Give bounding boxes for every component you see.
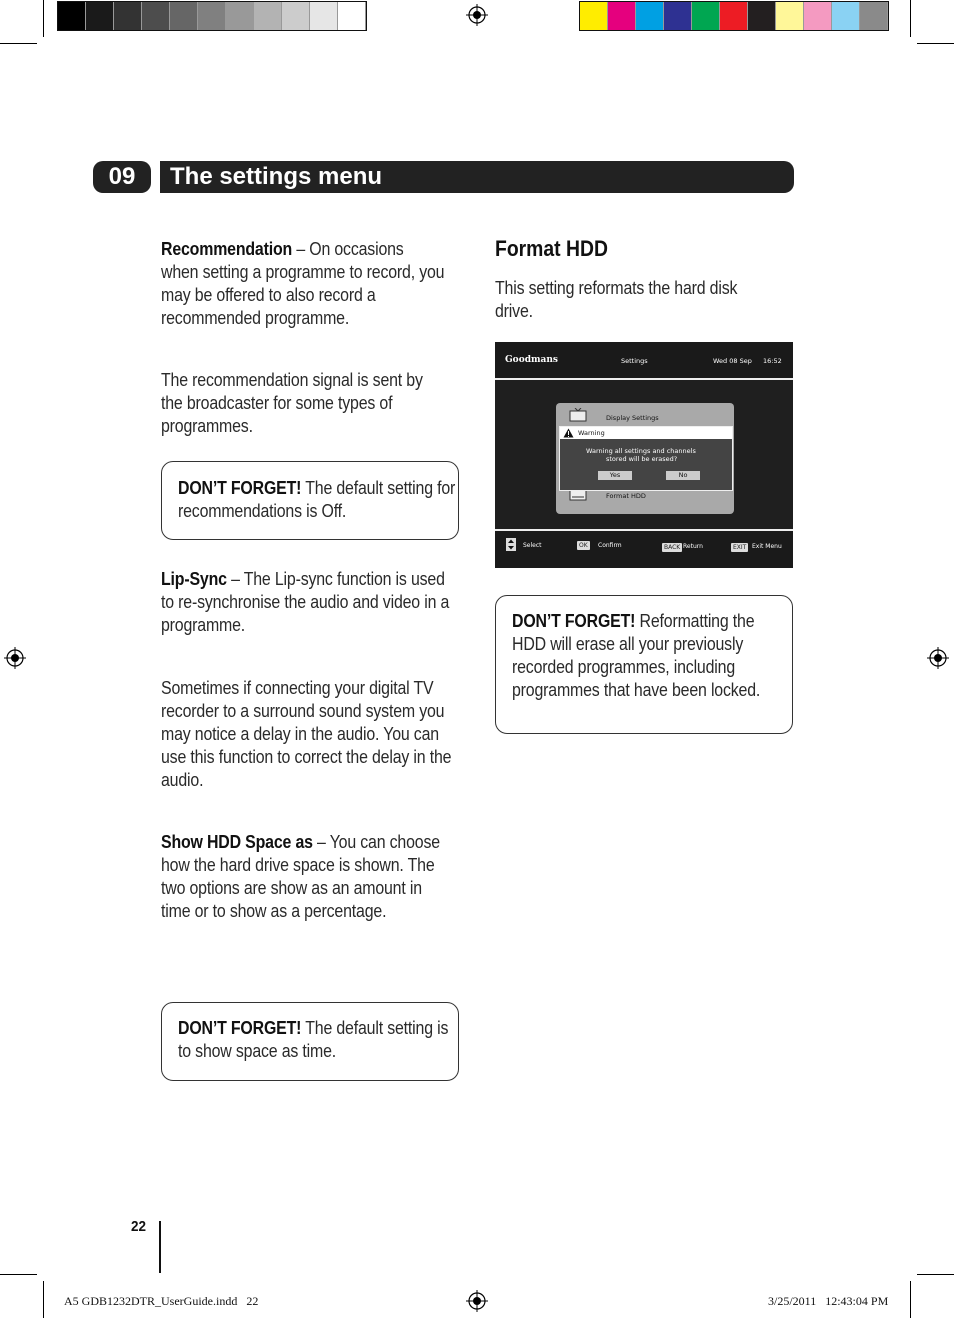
colour-swatch bbox=[832, 2, 860, 30]
tip-body: The default setting is to show space as time. bbox=[178, 1017, 449, 1061]
hdd-space-term: Show HDD Space as bbox=[161, 831, 313, 852]
crop-mark bbox=[917, 43, 954, 44]
grey-swatch bbox=[142, 2, 170, 30]
crop-mark bbox=[0, 1274, 37, 1275]
colour-swatch bbox=[720, 2, 748, 30]
lipsync-paragraph bbox=[161, 567, 453, 636]
grey-swatch bbox=[170, 2, 198, 30]
registration-mark-icon bbox=[4, 647, 26, 669]
menu-item-display-settings[interactable]: Display Settings bbox=[606, 414, 659, 422]
up-down-arrows-icon bbox=[506, 538, 516, 551]
tip-text bbox=[178, 1016, 453, 1062]
format-hdd-paragraph: This setting reformats the hard disk drive. bbox=[495, 277, 738, 321]
dont-forget-box-format-hdd bbox=[495, 595, 793, 734]
recommendation-paragraph bbox=[161, 237, 445, 329]
chapter-number: 09 bbox=[93, 161, 151, 193]
ok-key: OK bbox=[579, 542, 588, 549]
recommendation-term: Recommendation bbox=[161, 238, 293, 259]
no-button[interactable]: No bbox=[666, 471, 700, 480]
colour-swatch bbox=[636, 2, 664, 30]
help-return: Return bbox=[683, 543, 703, 550]
warning-title: Warning bbox=[578, 429, 605, 437]
grey-swatch bbox=[58, 2, 86, 30]
screen-time: 16:52 bbox=[763, 357, 782, 365]
colour-swatch bbox=[608, 2, 636, 30]
tip-text bbox=[512, 609, 787, 701]
recommendation-text: – On occasions when setting a programme to record, you may be offered to also record a recommended programme. bbox=[161, 238, 445, 328]
crop-mark bbox=[910, 0, 911, 37]
grey-swatch bbox=[86, 2, 114, 30]
warning-icon bbox=[563, 428, 574, 438]
recommendation-signal-paragraph: The recommendation signal is sent by the broadcaster for some types of programmes. bbox=[161, 369, 423, 436]
colour-swatch bbox=[748, 2, 776, 30]
lipsync-detail-paragraph: Sometimes if connecting your digital TV recorder to a surround sound system you may notice a delay in the audio. You can use this function to correct the delay in the audio. bbox=[161, 677, 452, 790]
crop-mark bbox=[917, 1274, 954, 1275]
hdd-space-paragraph bbox=[161, 830, 453, 922]
crop-mark bbox=[910, 1281, 911, 1318]
warning-line-2: stored will be erased? bbox=[606, 455, 678, 463]
screen-date: Wed 08 Sep bbox=[713, 357, 752, 365]
page-number-rule bbox=[159, 1221, 161, 1273]
colour-swatch bbox=[692, 2, 720, 30]
grey-swatch bbox=[310, 2, 338, 30]
dont-forget-box-recommendation bbox=[161, 461, 459, 540]
exit-key: EXIT bbox=[733, 544, 747, 551]
hdd-space-text: – You can choose how the hard drive space is shown. The two options are show as an amount in time or to show as a percentage. bbox=[161, 831, 440, 921]
slug-timestamp: 3/25/2011 12:43:04 PM bbox=[768, 1294, 889, 1308]
crop-mark bbox=[0, 43, 37, 44]
screen-help-bar bbox=[495, 529, 793, 568]
help-exit-menu: Exit Menu bbox=[752, 543, 782, 550]
registration-mark-icon bbox=[466, 1290, 488, 1312]
slug-file-name: A5 GDB1232DTR_UserGuide.indd 22 bbox=[64, 1294, 259, 1308]
grey-colour-bar bbox=[57, 1, 367, 31]
colour-swatch bbox=[580, 2, 608, 30]
tip-heading: DON’T FORGET! bbox=[512, 610, 636, 631]
lipsync-text: – The Lip-sync function is used to re-synchronise the audio and video in a programme. bbox=[161, 568, 450, 635]
registration-mark-icon bbox=[927, 647, 949, 669]
dont-forget-box-hdd-space bbox=[161, 1002, 459, 1081]
grey-swatch bbox=[282, 2, 310, 30]
screen-top-bar bbox=[495, 342, 793, 380]
grey-swatch bbox=[226, 2, 254, 30]
warning-dialog bbox=[559, 426, 733, 491]
brand-logo: Goodmans bbox=[505, 355, 558, 365]
registration-mark-icon bbox=[466, 4, 488, 26]
tv-icon bbox=[569, 408, 587, 422]
colour-swatch bbox=[664, 2, 692, 30]
grey-swatch bbox=[338, 2, 366, 30]
tip-body: The default setting for recommendations is Off. bbox=[178, 477, 456, 521]
page-title: The settings menu bbox=[160, 161, 794, 193]
help-select: Select bbox=[523, 542, 542, 549]
yes-button[interactable]: Yes bbox=[598, 471, 632, 480]
grey-swatch bbox=[254, 2, 282, 30]
warning-line-1: Warning all settings and channels bbox=[586, 447, 696, 455]
settings-screen-screenshot bbox=[495, 342, 793, 566]
tip-text bbox=[178, 476, 470, 522]
colour-swatch bbox=[804, 2, 832, 30]
crop-mark bbox=[43, 0, 44, 37]
tip-heading: DON’T FORGET! bbox=[178, 1017, 302, 1038]
tip-body: Reformatting the HDD will erase all your previously recorded programmes, including programmes that have been locked. bbox=[512, 610, 761, 700]
menu-item-format-hdd[interactable]: Format HDD bbox=[606, 492, 646, 500]
back-key: BACK bbox=[664, 544, 681, 551]
process-colour-bar bbox=[579, 1, 889, 31]
lipsync-term: Lip-Sync bbox=[161, 568, 227, 589]
colour-swatch bbox=[860, 2, 888, 30]
colour-swatch bbox=[776, 2, 804, 30]
help-confirm: Confirm bbox=[598, 542, 622, 549]
format-hdd-heading: Format HDD bbox=[495, 236, 608, 261]
tip-heading: DON’T FORGET! bbox=[178, 477, 302, 498]
page-number: 22 bbox=[131, 1218, 147, 1235]
grey-swatch bbox=[114, 2, 142, 30]
grey-swatch bbox=[198, 2, 226, 30]
crop-mark bbox=[43, 1281, 44, 1318]
screen-menu-title: Settings bbox=[621, 357, 648, 365]
warning-title-bar bbox=[560, 427, 732, 439]
